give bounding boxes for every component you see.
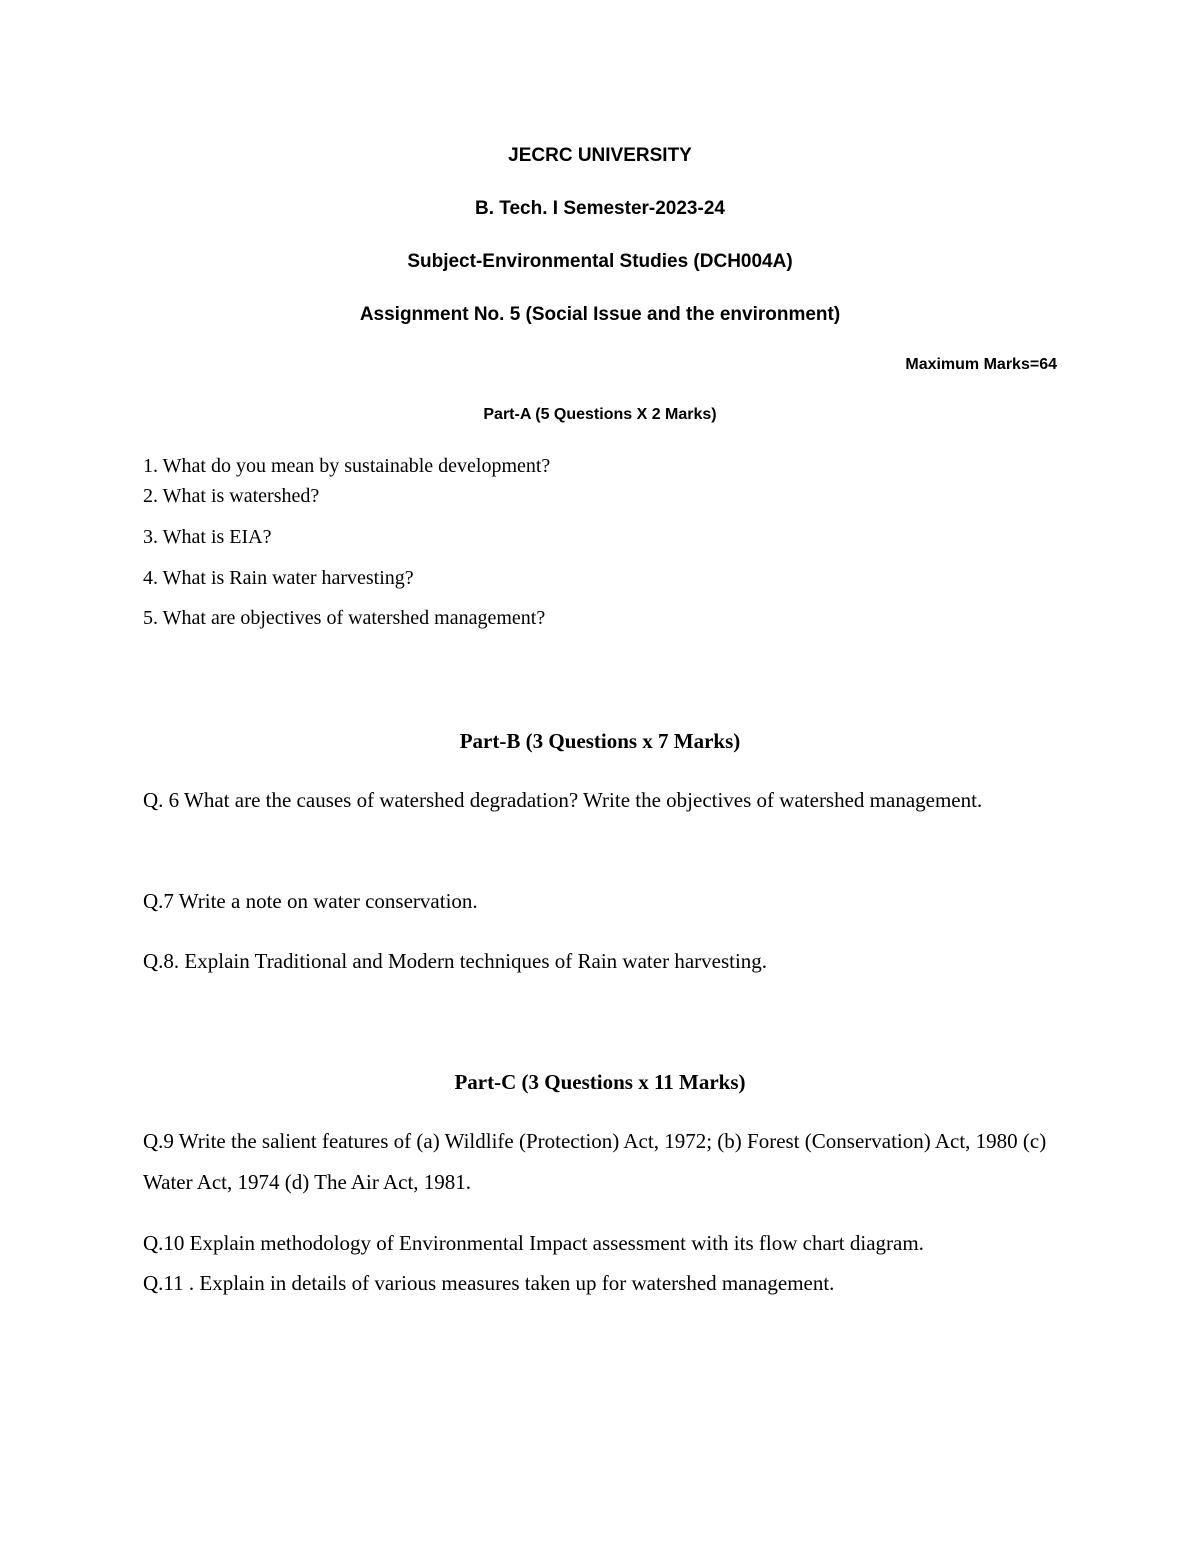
part-a-question-4: 4. What is Rain water harvesting? bbox=[143, 567, 414, 589]
assignment-title: Assignment No. 5 (Social Issue and the environment) bbox=[359, 304, 841, 325]
part-a-question-1: 1. What do you mean by sustainable development? bbox=[143, 455, 551, 477]
part-b-question-7: Q.7 Write a note on water conservation. bbox=[143, 889, 478, 913]
part-b-title: Part-B (3 Questions x 7 Marks) bbox=[459, 729, 741, 753]
part-b-question-8: Q.8. Explain Traditional and Modern techniques of Rain water harvesting. bbox=[143, 949, 768, 973]
part-c-question-9: Q.9 Write the salient features of (a) Wildlife (Protection) Act, 1972; (b) Forest (Conservation) Act, 1980 (c) Water Act, 1974 (d) The Air Act, 1981. bbox=[143, 1129, 1047, 1194]
subject-line: Subject-Environmental Studies (DCH004A) bbox=[407, 251, 793, 272]
university-name: JECRC UNIVERSITY bbox=[508, 145, 692, 166]
maximum-marks: Maximum Marks=64 bbox=[905, 356, 1057, 373]
part-c-title: Part-C (3 Questions x 11 Marks) bbox=[454, 1070, 746, 1094]
part-a-question-5: 5. What are objectives of watershed management? bbox=[143, 607, 546, 629]
part-c-question-11: Q.11 . Explain in details of various measures taken up for watershed management. bbox=[143, 1271, 835, 1295]
part-a-question-2: 2. What is watershed? bbox=[143, 485, 320, 507]
part-b-question-6: Q. 6 What are the causes of watershed degradation? Write the objectives of watershed management. bbox=[143, 788, 983, 812]
part-a-question-3: 3. What is EIA? bbox=[143, 526, 272, 548]
program-line: B. Tech. I Semester-2023-24 bbox=[475, 198, 725, 219]
part-a-title: Part-A (5 Questions X 2 Marks) bbox=[483, 406, 717, 423]
part-c-question-10: Q.10 Explain methodology of Environmental Impact assessment with its flow chart diagram. bbox=[143, 1231, 924, 1255]
